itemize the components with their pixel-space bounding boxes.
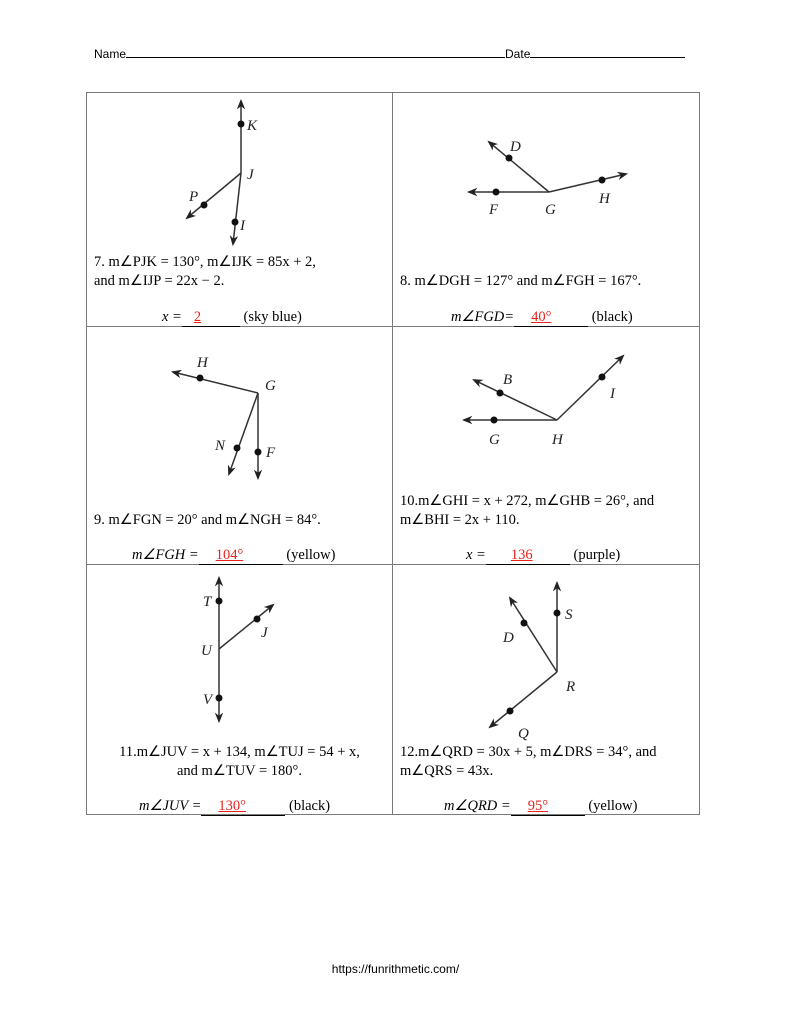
point-label-h: H	[197, 355, 208, 371]
answer-blank[interactable]	[201, 798, 285, 816]
name-label: Name	[94, 47, 127, 61]
point-label-q: Q	[518, 726, 529, 742]
answer-value: 2	[193, 309, 202, 325]
angle-diagram-8	[392, 93, 701, 253]
problem-7-answer	[162, 309, 302, 327]
answer-value: 40°	[531, 309, 552, 325]
problem-number: 8.	[400, 273, 411, 289]
answer-prefix: m∠FGD=	[451, 309, 515, 325]
problem-8-cell	[392, 93, 701, 326]
point-label-v: V	[203, 692, 213, 708]
point-label-g: G	[545, 202, 556, 218]
angle-diagram-9	[87, 326, 392, 496]
answer-value: 130°	[218, 798, 246, 814]
point-label-t: T	[203, 594, 212, 610]
answer-blank[interactable]	[511, 798, 585, 816]
problem-statement-line1: m∠DGH = 127° and m∠FGH = 167°.	[414, 273, 642, 289]
problem-statement-line2: and m∠IJP = 22x − 2.	[94, 273, 225, 289]
angle-diagram-12	[392, 564, 701, 744]
problem-grid	[86, 92, 700, 815]
color-hint: (yellow)	[286, 547, 336, 563]
color-hint: (black)	[289, 798, 331, 814]
answer-prefix: m∠FGH =	[132, 547, 199, 563]
problem-statement-line2: m∠BHI = 2x + 110.	[400, 512, 520, 528]
problem-statement-line1: m∠GHI = x + 272, m∠GHB = 26°, and	[418, 493, 655, 509]
point-label-g: G	[489, 432, 500, 448]
answer-blank[interactable]	[182, 309, 240, 327]
point-label-r: R	[566, 679, 576, 695]
angle-diagram-7	[87, 93, 392, 253]
point-label-j: J	[261, 625, 268, 641]
point-label-i: I	[610, 386, 615, 402]
answer-prefix: x =	[466, 547, 486, 563]
name-field[interactable]	[126, 47, 505, 58]
answer-value: 104°	[215, 547, 244, 563]
point-label-k: K	[247, 118, 258, 134]
point-label-d: D	[510, 139, 521, 155]
problem-number: 10.	[400, 493, 419, 509]
point-label-d: D	[503, 630, 514, 646]
problem-statement-line1: m∠QRD = 30x + 5, m∠DRS = 34°, and	[418, 744, 657, 760]
problem-11-text	[87, 743, 392, 781]
problem-number: 12.	[400, 744, 419, 760]
problem-7-text	[94, 253, 316, 291]
problem-12-cell	[392, 564, 701, 814]
point-label-n: N	[215, 438, 226, 454]
problem-9-text	[94, 511, 321, 530]
color-hint: (yellow)	[588, 798, 638, 814]
color-hint: (black)	[591, 309, 633, 325]
problem-9-cell	[87, 326, 392, 564]
problem-number: 7.	[94, 254, 105, 270]
answer-blank[interactable]	[199, 547, 283, 565]
point-label-i: I	[240, 218, 245, 234]
date-label: Date	[505, 47, 531, 61]
problem-11-cell	[87, 564, 392, 814]
point-label-s: S	[565, 607, 573, 623]
answer-value: 136	[510, 547, 533, 563]
problem-10-text	[400, 492, 654, 530]
problem-10-cell	[392, 326, 701, 564]
angle-diagram-10	[392, 326, 701, 486]
point-label-u: U	[201, 643, 212, 659]
point-label-h: H	[552, 432, 563, 448]
problem-7-cell	[87, 93, 392, 326]
problem-11-answer	[139, 798, 330, 816]
problem-statement-line1: m∠PJK = 130°, m∠IJK = 85x + 2,	[108, 254, 316, 270]
point-label-b: B	[503, 372, 513, 388]
date-field[interactable]	[530, 47, 685, 58]
point-label-h: H	[599, 191, 610, 207]
angle-diagram-11	[87, 564, 392, 744]
problem-number: 11.	[119, 744, 137, 760]
answer-prefix: m∠JUV =	[139, 798, 202, 814]
footer-url[interactable]: https://funrithmetic.com/	[331, 962, 460, 976]
problem-number: 9.	[94, 512, 105, 528]
point-label-p: P	[189, 189, 199, 205]
problem-9-answer	[132, 547, 335, 565]
answer-value: 95°	[527, 798, 548, 814]
problem-12-text	[400, 743, 657, 781]
answer-blank[interactable]	[486, 547, 570, 565]
problem-statement-line1: m∠FGN = 20° and m∠NGH = 84°.	[108, 512, 321, 528]
answer-prefix: x =	[162, 309, 182, 325]
point-label-f: F	[266, 445, 276, 461]
problem-8-answer	[451, 309, 633, 327]
problem-statement-line2: and m∠TUV = 180°.	[177, 763, 302, 779]
point-label-g: G	[265, 378, 276, 394]
name-date-header	[94, 47, 685, 61]
point-label-f: F	[489, 202, 499, 218]
problem-statement-line1: m∠JUV = x + 134, m∠TUJ = 54 + x,	[136, 744, 360, 760]
answer-prefix: m∠QRD =	[444, 798, 511, 814]
color-hint: (sky blue)	[243, 309, 302, 325]
answer-blank[interactable]	[514, 309, 588, 327]
problem-10-answer	[466, 547, 620, 565]
point-label-j: J	[247, 167, 254, 183]
problem-12-answer	[444, 798, 637, 816]
problem-8-text	[400, 272, 641, 291]
color-hint: (purple)	[573, 547, 621, 563]
problem-statement-line2: m∠QRS = 43x.	[400, 763, 494, 779]
